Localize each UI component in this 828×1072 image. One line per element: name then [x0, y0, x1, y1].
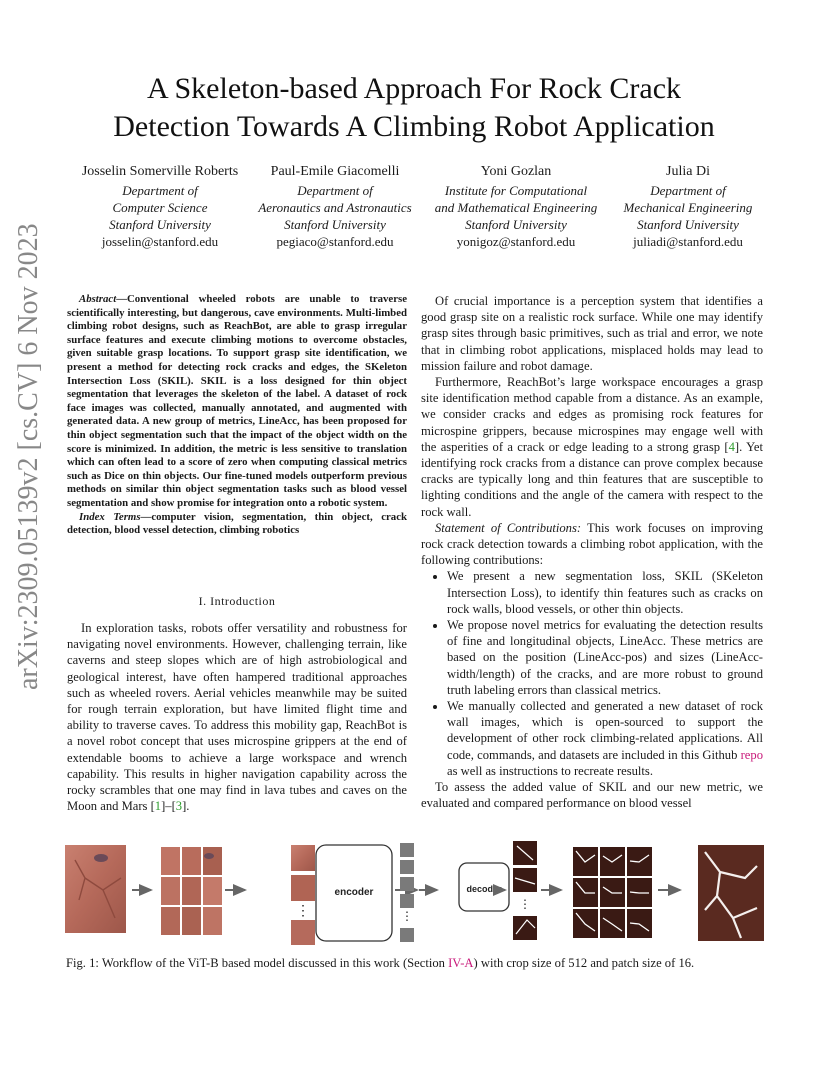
author-affiliation: Aeronautics and Astronautics	[258, 200, 412, 215]
index-terms-label: Index Terms	[79, 510, 141, 523]
figure-caption	[66, 955, 766, 971]
patch-grid	[161, 847, 222, 935]
citation-link[interactable]: 3	[175, 799, 183, 814]
caption-text: ) with crop size of 512 and patch size of 16.	[473, 956, 695, 970]
rock-image	[65, 845, 126, 933]
author-block	[65, 163, 255, 250]
author-block	[421, 163, 611, 250]
author-name: Josselin Somerville Roberts	[81, 164, 239, 179]
encoder-label: encoder	[334, 887, 374, 898]
list-item	[447, 698, 763, 779]
author-affiliation: Department of	[650, 183, 726, 198]
intro-text: ].	[182, 799, 190, 814]
intro-paragraph	[67, 620, 407, 814]
body-paragraph	[421, 520, 763, 569]
decoder-block	[459, 863, 509, 911]
ellipsis-icon: ⋮	[401, 909, 413, 923]
author-affiliation: Stanford University	[637, 217, 739, 232]
author-affiliation: Department of	[297, 183, 373, 198]
body-paragraph: Of crucial importance is a perception system that identifies a good grasp site on a realistic rock surface. While one may identify grasp sites through basic primitives, such as trial and error, we note that in climbing robot applications, misplaced holds may lead to mission failure and robot damage.	[421, 294, 763, 373]
abstract	[67, 293, 407, 511]
author-affiliation: Institute for Computational	[444, 183, 588, 198]
repo-link[interactable]: repo	[740, 747, 763, 762]
body-text: Furthermore, ReachBot’s large workspace encourages a grasp site identification method capable from a distance. As an example, we consider cracks and edges as promising rock features for microspine grippers, because microspines may engage well with the asperities of a crack or edge leading to a strong grasp [	[421, 375, 763, 454]
arxiv-identifier[interactable]: arXiv:2309.05139v2 [cs.CV] 6 Nov 2023	[13, 223, 44, 690]
body-paragraph	[421, 374, 763, 520]
image-patch	[203, 907, 222, 935]
token-column	[400, 843, 414, 942]
citation-link[interactable]: 1	[154, 799, 162, 814]
image-patch	[161, 847, 180, 875]
image-patch	[182, 877, 201, 905]
image-patch	[161, 907, 180, 935]
contributions-label: Statement of Contributions:	[435, 520, 582, 535]
index-terms-text: —computer vision, segmentation, thin object, crack detection, blood vessel detection, climbing robotics	[67, 510, 407, 537]
author-email: juliadi@stanford.edu	[633, 234, 743, 249]
left-column	[67, 293, 407, 538]
author-affiliation: and Mathematical Engineering	[434, 200, 598, 215]
image-patch	[203, 877, 222, 905]
contributions-list	[421, 568, 763, 779]
index-terms	[67, 511, 407, 538]
segmented-grid	[573, 847, 652, 938]
list-item-text: We manually collected and generated a new dataset of rock wall images, which is open-sourced to support the development of other rock climbing-related applications. All code, commands, and datasets are included in this Github	[447, 699, 763, 762]
rock-stain	[204, 853, 214, 859]
author-affiliation: Stanford University	[284, 217, 386, 232]
right-column	[421, 293, 763, 812]
segmented-patch	[600, 909, 625, 938]
author-affiliation: Computer Science	[112, 200, 208, 215]
author-affiliation: Stanford University	[465, 217, 567, 232]
ellipsis-icon: ⋮	[296, 904, 310, 919]
paper-title	[0, 70, 828, 146]
section-heading: I. Introduction	[198, 594, 276, 608]
image-patch	[182, 847, 201, 875]
paper-title-line-1: A Skeleton-based Approach For Rock Crack	[146, 72, 682, 105]
list-item: • We present a new segmentation loss, SKIL (SKeleton Intersection Loss), to identify thin features such as cracks on rock walls, blood vessels, or other thin objects.	[447, 568, 763, 617]
body-text: This work focuses on improving rock crack detection towards a climbing robot application, with the following contributions:	[421, 520, 763, 568]
author-email: josselin@stanford.edu	[101, 234, 219, 249]
author-email: yonigoz@stanford.edu	[456, 234, 576, 249]
paper-title-line-2: Detection Towards A Climbing Robot Application	[113, 110, 715, 143]
author-block	[240, 163, 430, 250]
author-affiliation: Stanford University	[109, 217, 211, 232]
author-name: Julia Di	[666, 164, 710, 179]
section-link[interactable]: IV-A	[448, 956, 474, 970]
author-name: Yoni Gozlan	[480, 164, 552, 179]
list-item: • We propose novel metrics for evaluating the detection results of fine and longitudinal objects, LineAcc. These metrics are based on the position (LineAcc-pos) and sizes (LineAcc-width/length) of the cracks, and are more robust to ground truth labeling errors than classical metrics.	[447, 617, 763, 698]
encoder-block	[316, 845, 392, 941]
author-affiliation: Mechanical Engineering	[623, 200, 753, 215]
caption-text: Fig. 1: Workflow of the ViT-B based model discussed in this work (Section	[66, 956, 449, 970]
workflow-figure	[65, 838, 765, 950]
decoder-label: decoder	[466, 884, 502, 894]
abstract-label: Abstract	[79, 293, 117, 305]
ellipsis-icon: ⋮	[519, 897, 531, 911]
intro-text: ]–[	[161, 799, 176, 814]
intro-text: In exploration tasks, robots offer versatility and robustness for navigating novel environments. However, challenging terrain, like caverns and steep slopes which are of high astrobiological and geological interest, have often hampered traditional approaches such as wheeled rovers. Aerial vehicles meanwhile may be suited for rough terrain exploration, but have limited flight time and ability to traverse caves. To address this mobility gap, ReachBot is a novel robot concept that uses microspine grippers at the end of extendable booms to achieve a large workspace and wrench capability. This results in higher navigation capability across the rocky scrambles that one may find in lava tubes and caves on the Moon and Mars [	[67, 621, 407, 814]
image-patch	[203, 847, 222, 875]
author-name: Paul-Emile Giacomelli	[270, 164, 400, 179]
body-paragraph: To assess the added value of SKIL and our new metric, we evaluated and compared performance on blood vessel	[421, 780, 763, 811]
author-affiliation: Department of	[122, 183, 198, 198]
image-patch	[161, 877, 180, 905]
citation-link[interactable]: 4	[728, 439, 735, 454]
abstract-text: —Conventional wheeled robots are unable to traverse scientifically interesting, but dangerous, cave environments. Multi-limbed climbing robot designs, such as ReachBot, are able to grasp irregular surface features and execute climbing motions to overcome obstacles, given suitable grasp locations. To support grasp site identification, we present a method for detecting rock cracks and edges, the SKeleton Intersection Loss (SKIL). SKIL is a loss designed for thin object segmentation that leverages the skeleton of the label. A dataset of rock face images was collected, manually annotated, and augmented with generated data. A new group of metrics, LineAcc, has been proposed for thin object segmentation such that the impact of the object width on the score is minimized. In addition, the metric is less sensitive to translation which can often lead to a score of zero when computing classical metrics such as Dice on thin objects. Our fine-tuned models outperform previous methods on similar thin object segmentation tasks such as blood vessel segmentation and show promise for integration onto a robotic system.	[67, 293, 407, 509]
patch-column	[291, 845, 315, 945]
crack-overlay-image	[698, 845, 764, 941]
author-email: pegiaco@stanford.edu	[276, 234, 394, 249]
body-text: ]. Yet identifying rock cracks from a distance can prove complex because cracks are typically long and thin features that are susceptible to lighting conditions and the angle of the camera with respect to the rock wall.	[421, 439, 763, 519]
list-item-text: as well as instructions to recreate results.	[447, 763, 653, 778]
author-block	[593, 163, 783, 250]
segmented-patch-column	[513, 841, 537, 940]
image-patch	[182, 907, 201, 935]
